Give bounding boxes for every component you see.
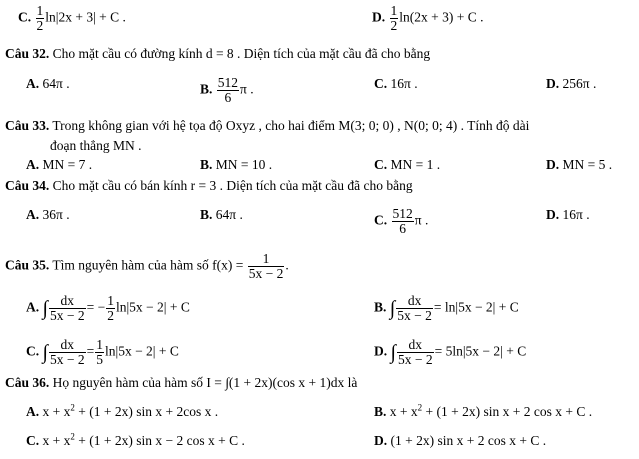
option-letter: B. xyxy=(200,207,213,222)
question-label: Câu 32. xyxy=(5,46,50,61)
q32-option-a[interactable] xyxy=(26,76,70,92)
denominator: 5x − 2 xyxy=(49,308,85,323)
denominator: 2 xyxy=(36,18,44,33)
q36-option-d[interactable] xyxy=(374,433,546,449)
option-text: + (1 + 2x) sin x + 2 cos x + C . xyxy=(422,404,593,419)
fraction xyxy=(49,294,86,323)
fraction xyxy=(390,4,399,33)
numerator: dx xyxy=(49,294,86,309)
option-letter: A. xyxy=(26,299,40,315)
question-text: Cho mặt cầu có bán kính r = 3 . Diện tích của mặt cầu đã cho bằng xyxy=(52,178,413,193)
integral-sign: ∫ xyxy=(42,297,48,320)
option-text: MN = 1 . xyxy=(390,157,441,172)
option-text: MN = 7 . xyxy=(42,157,93,172)
option-letter: A. xyxy=(26,207,40,222)
q36-option-c[interactable] xyxy=(26,433,245,449)
q36-option-a[interactable] xyxy=(26,404,218,420)
q32-stem xyxy=(5,46,430,62)
option-letter: A. xyxy=(26,76,40,91)
numerator: 512 xyxy=(217,75,239,90)
integral-sign: ∫ xyxy=(390,341,396,364)
fraction xyxy=(248,252,285,281)
option-letter: C. xyxy=(26,433,40,448)
denominator: 2 xyxy=(107,308,114,323)
option-text: π . xyxy=(240,81,254,97)
option-text: ln|2x + 3| + C . xyxy=(45,9,126,25)
option-text: (1 + 2x) sin x + 2 cos x + C . xyxy=(390,433,547,448)
question-text: Tìm nguyên hàm của hàm số f(x) = xyxy=(52,257,244,273)
q35-option-d[interactable] xyxy=(374,338,526,367)
option-letter: B. xyxy=(200,81,213,97)
q34-stem xyxy=(5,178,413,194)
numerator: dx xyxy=(397,338,434,353)
question-label: Câu 33. xyxy=(5,118,50,133)
q35-option-a[interactable] xyxy=(26,294,190,323)
denominator: 5 xyxy=(96,352,103,367)
numerator: 512 xyxy=(392,206,413,221)
denominator: 6 xyxy=(224,90,232,105)
denominator: 6 xyxy=(399,221,406,236)
option-letter: C. xyxy=(374,157,388,172)
option-text: x + x xyxy=(42,404,71,419)
q31-option-c[interactable] xyxy=(18,4,126,33)
question-text: Họ nguyên hàm của hàm số I = ∫(1 + 2x)(cos x + 1)dx là xyxy=(52,375,358,390)
option-letter: B. xyxy=(374,299,387,315)
q31-option-d[interactable] xyxy=(372,4,483,33)
q34-option-a[interactable] xyxy=(26,207,70,223)
denominator: 5x − 2 xyxy=(397,352,433,367)
denominator: 5x − 2 xyxy=(49,352,85,367)
option-text: 16π . xyxy=(390,76,418,91)
q34-option-c[interactable] xyxy=(374,207,428,236)
option-text: ln|5x − 2| + C xyxy=(115,299,190,315)
option-text: + (1 + 2x) sin x − 2 cos x + C . xyxy=(74,433,245,448)
coefficient-fraction xyxy=(95,338,104,367)
fraction xyxy=(392,207,414,236)
option-text: = xyxy=(86,343,95,359)
option-letter: B. xyxy=(200,157,213,172)
option-text: MN = 5 . xyxy=(562,157,613,172)
q33-option-c[interactable] xyxy=(374,157,440,173)
option-text: 36π . xyxy=(42,207,70,222)
option-text: π . xyxy=(414,212,429,228)
question-text: Trong không gian với hệ tọa độ Oxyz , cho hai điểm M(3; 0; 0) , N(0; 0; 4) . Tính độ dài xyxy=(52,118,530,133)
q33-option-a[interactable] xyxy=(26,157,92,173)
q33-stem-line2: đoạn thẳng MN . xyxy=(50,138,142,153)
option-text: = 5ln|5x − 2| + C xyxy=(434,343,527,359)
option-letter: B. xyxy=(374,404,387,419)
numerator: dx xyxy=(396,294,433,309)
integral-sign: ∫ xyxy=(42,341,48,364)
exponent: 2 xyxy=(417,402,423,413)
numerator: 1 xyxy=(390,3,398,18)
q32-option-b[interactable] xyxy=(200,76,254,105)
question-label: Câu 35. xyxy=(5,257,50,273)
q35-option-b[interactable] xyxy=(374,294,519,323)
option-text: = ln|5x − 2| + C xyxy=(433,299,519,315)
q32-option-d[interactable] xyxy=(546,76,596,92)
option-letter: D. xyxy=(546,157,560,172)
question-label: Câu 34. xyxy=(5,178,50,193)
q32-option-c[interactable] xyxy=(374,76,418,92)
option-text: 16π . xyxy=(562,207,590,222)
q33-option-d[interactable] xyxy=(546,157,612,173)
option-letter: C. xyxy=(26,343,40,359)
option-letter: D. xyxy=(374,343,388,359)
denominator: 5x − 2 xyxy=(397,308,432,323)
option-letter: A. xyxy=(26,157,40,172)
question-text: Cho mặt cầu có đường kính d = 8 . Diện tích của mặt cầu đã cho bằng xyxy=(52,46,431,61)
option-letter: D. xyxy=(374,433,388,448)
q35-option-c[interactable] xyxy=(26,338,179,367)
coefficient-fraction xyxy=(106,294,115,323)
option-letter: C. xyxy=(374,212,388,228)
option-text: 64π . xyxy=(42,76,70,91)
denominator: 5x − 2 xyxy=(248,266,284,281)
option-text: MN = 10 . xyxy=(215,157,273,172)
option-letter: C. xyxy=(374,76,388,91)
denominator: 2 xyxy=(390,18,398,33)
option-text: ln|5x − 2| + C xyxy=(104,343,179,359)
q36-stem xyxy=(5,375,357,391)
numerator: 1 xyxy=(107,293,114,308)
option-text: + (1 + 2x) sin x + 2cos x . xyxy=(74,404,219,419)
stem-end: . xyxy=(285,257,289,273)
option-text: x + x xyxy=(389,404,418,419)
question-label: Câu 36. xyxy=(5,375,50,390)
numerator: 1 xyxy=(248,252,285,267)
fraction xyxy=(49,338,86,367)
numerator: 1 xyxy=(36,3,44,18)
q33-option-b[interactable] xyxy=(200,157,272,173)
option-text: 256π . xyxy=(562,76,597,91)
q35-stem xyxy=(5,252,289,281)
option-letter: C. xyxy=(18,9,32,25)
fraction xyxy=(396,294,433,323)
numerator: dx xyxy=(49,338,86,353)
option-letter: D. xyxy=(372,9,386,25)
option-text: = − xyxy=(86,299,106,315)
option-letter: D. xyxy=(546,207,560,222)
integral-sign: ∫ xyxy=(389,297,396,320)
q34-option-b[interactable] xyxy=(200,207,243,223)
fraction xyxy=(397,338,434,367)
fraction xyxy=(217,76,239,105)
exponent: 2 xyxy=(70,402,75,413)
option-text: 64π . xyxy=(215,207,243,222)
q34-option-d[interactable] xyxy=(546,207,590,223)
q33-stem xyxy=(5,118,529,134)
exponent: 2 xyxy=(70,431,75,442)
option-text: x + x xyxy=(42,433,71,448)
option-letter: D. xyxy=(546,76,560,91)
option-text: ln(2x + 3) + C . xyxy=(399,9,484,25)
numerator: 1 xyxy=(96,337,103,352)
fraction xyxy=(36,4,45,33)
q36-option-b[interactable] xyxy=(374,404,592,420)
option-letter: A. xyxy=(26,404,40,419)
